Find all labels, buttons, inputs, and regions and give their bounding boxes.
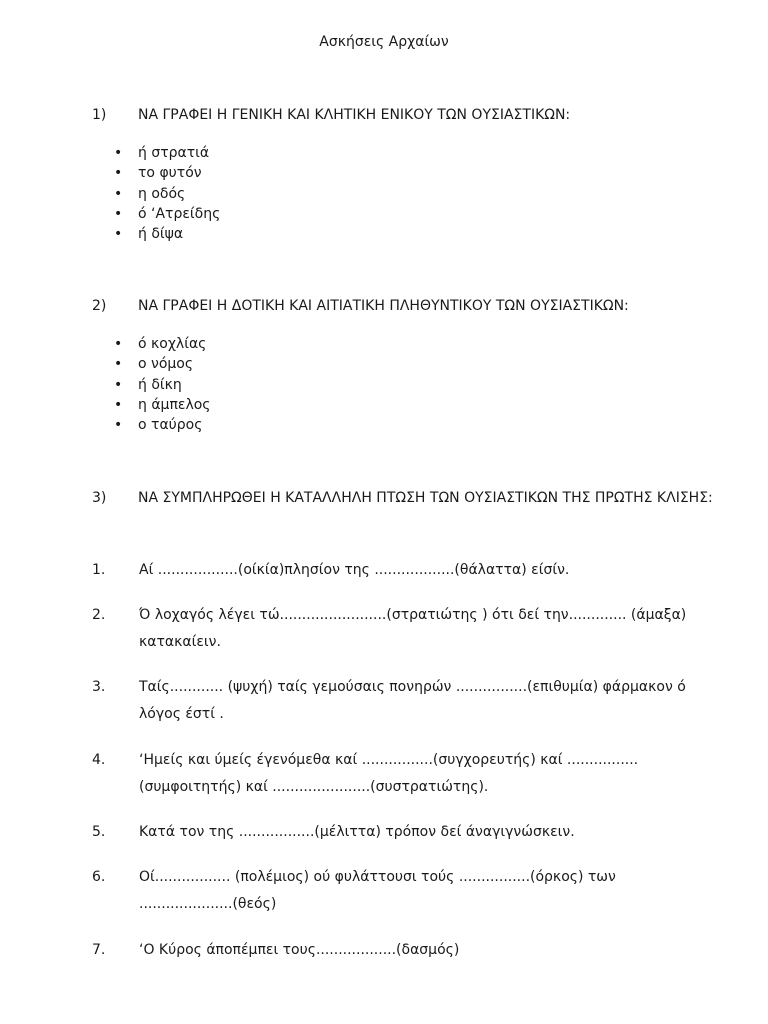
exercise-text: Αί ..................(οίκία)πλησίον της ..................(θάλαττα) είσίν.	[139, 562, 570, 578]
section-2-heading	[92, 293, 732, 320]
list-item: • ο νόμος	[114, 354, 211, 374]
exercise-number: 2.	[92, 607, 106, 623]
section-number: 1)	[92, 107, 107, 123]
section-1-heading	[92, 102, 732, 129]
bullet-icon: •	[114, 185, 123, 202]
exercise-text: ‘Ο Κύρος άποπέμπει τους..................(δασμός)	[139, 942, 460, 958]
exercise-text: Ταίς............ (ψυχή) ταίς γεμούσαις πονηρών ................(επιθυμία) φάρμακον ό λόγος έστί .	[139, 679, 686, 722]
exercise-text: Ό λοχαγός λέγει τώ........................(στρατιώτης ) ότι δεί την............. (άμαξα) κατακαίειν.	[139, 607, 687, 650]
exercise-item	[92, 747, 708, 801]
exercise-number: 3.	[92, 679, 106, 695]
section-heading-text: ΝΑ ΓΡΑΦΕΙ Η ΓΕΝΙΚΗ ΚΑΙ ΚΛΗΤΙΚΗ ΕΝΙΚΟΥ ΤΩΝ ΟΥΣΙΑΣΤΙΚΩΝ:	[138, 107, 571, 123]
exercise-item	[92, 864, 692, 918]
list-item: • η άμπελος	[114, 395, 211, 415]
exercise-text: Κατά τον της .................(μέλιττα) τρόπον δεί άναγιγνώσκειν.	[139, 824, 575, 840]
section-2-list	[114, 334, 211, 435]
list-item: • ό ‘Ατρείδης	[114, 204, 220, 224]
section-number: 3)	[92, 490, 107, 506]
exercise-number: 1.	[92, 562, 106, 578]
exercise-text: Οί................. (πολέμιος) ού φυλάττουσι τούς ................(όρκος) των .....................(θεός)	[139, 869, 616, 912]
exercise-number: 5.	[92, 824, 106, 840]
exercise-item	[92, 819, 712, 846]
section-heading-text: ΝΑ ΣΥΜΠΛΗΡΩΘΕΙ Η ΚΑΤΑΛΛΗΛΗ ΠΤΩΣΗ ΤΩΝ ΟΥΣΙΑΣΤΙΚΩΝ ΤΗΣ ΠΡΩΤΗΣ ΚΛΙΣΗΣ:	[138, 490, 713, 506]
exercise-number: 7.	[92, 942, 106, 958]
document-title: Ασκήσεις Αρχαίων	[319, 34, 449, 50]
exercise-text: ‘Ημείς και ύμείς έγενόμεθα καί ................(συγχορευτής) καί ................ (συμφοιτητής) καί ......................(συστρατιώτης).	[139, 752, 639, 795]
exercise-item	[92, 937, 712, 964]
exercise-number: 4.	[92, 752, 106, 768]
list-item: • ή δίκη	[114, 375, 211, 395]
section-heading-text: ΝΑ ΓΡΑΦΕΙ Η ΔΟΤΙΚΗ ΚΑΙ ΑΙΤΙΑΤΙΚΗ ΠΛΗΘΥΝΤΙΚΟΥ ΤΩΝ ΟΥΣΙΑΣΤΙΚΩΝ:	[138, 298, 629, 314]
bullet-icon: •	[114, 165, 123, 182]
list-item: • ή δίψα	[114, 224, 220, 244]
section-number: 2)	[92, 298, 107, 314]
section-1-list	[114, 143, 220, 244]
bullet-icon: •	[114, 417, 123, 434]
bullet-icon: •	[114, 226, 123, 243]
bullet-icon: •	[114, 376, 123, 393]
bullet-icon: •	[114, 356, 123, 373]
section-3-heading	[92, 485, 720, 512]
exercise-number: 6.	[92, 869, 106, 885]
exercise-item	[92, 602, 704, 656]
bullet-icon: •	[114, 396, 123, 413]
list-item: • ό κοχλίας	[114, 334, 211, 354]
list-item: • ή στρατιά	[114, 143, 220, 163]
exercise-item	[92, 674, 692, 728]
exercise-item	[92, 557, 712, 584]
list-item: • η οδός	[114, 184, 220, 204]
list-item: • το φυτόν	[114, 163, 220, 183]
list-item: • ο ταύρος	[114, 415, 211, 435]
bullet-icon: •	[114, 205, 123, 222]
bullet-icon: •	[114, 336, 123, 352]
bullet-icon: •	[114, 145, 123, 161]
